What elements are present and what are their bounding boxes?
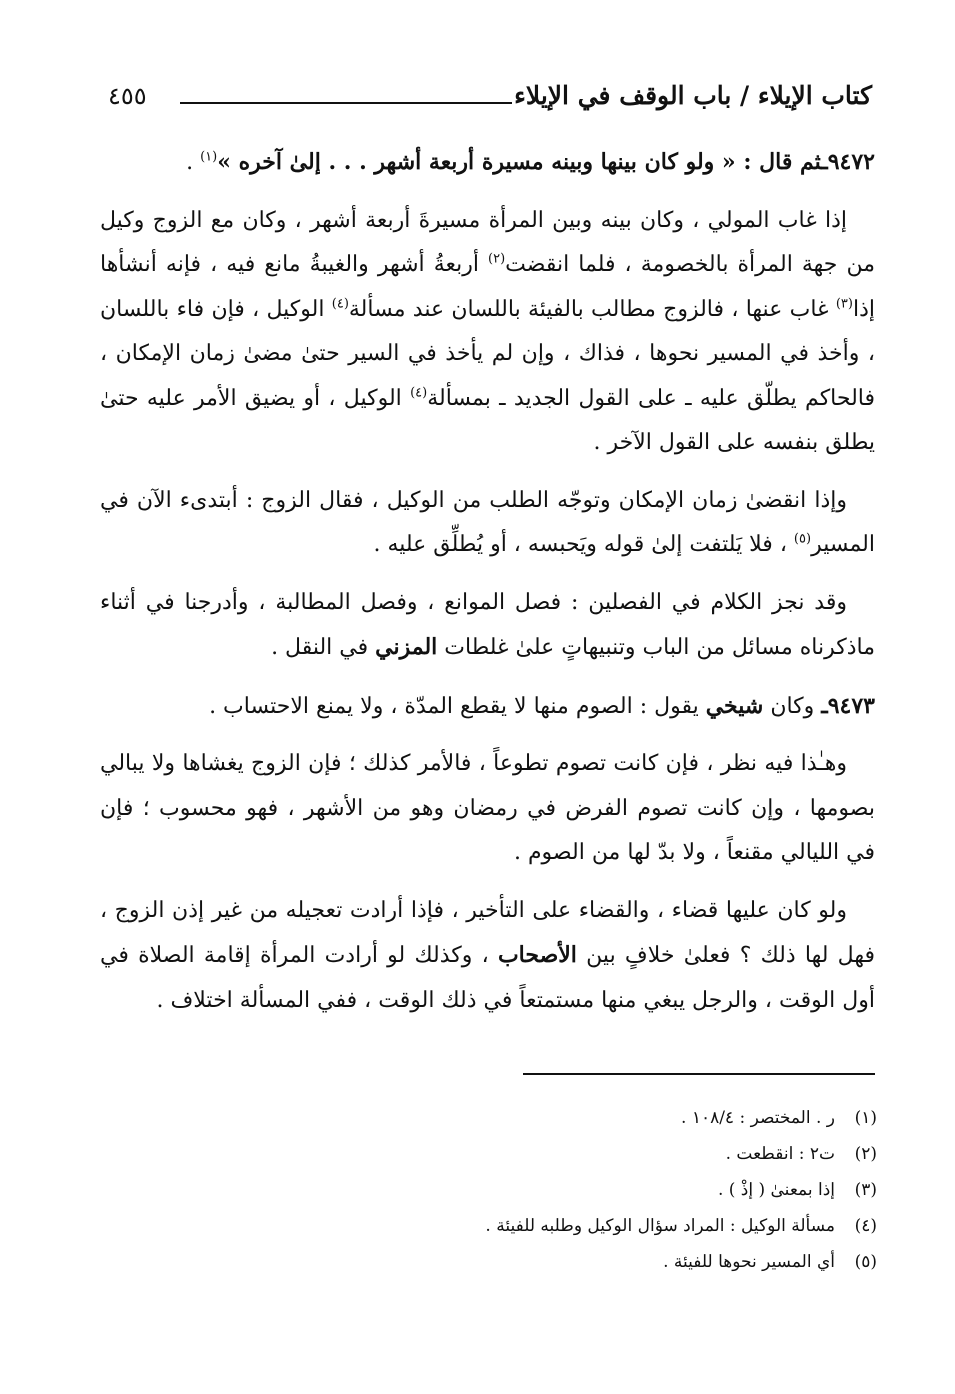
footnotes: [257, 1100, 877, 1280]
quoted-text: « ولو كان بينها وبينه مسيرة أربعة أشهر . . . إلىٰ آخره »: [217, 149, 736, 175]
footnote-text: إذا بمعنىٰ ( إذْ ) .: [717, 1180, 835, 1200]
paragraph-9473: [100, 684, 875, 730]
footnote: [257, 1244, 877, 1280]
paragraph-number: ٩٤٧٢ـ: [821, 149, 875, 175]
footnote: [257, 1208, 877, 1244]
paragraph-text: الوكيل ، أو يضيق الأمر عليه حتىٰ يطلق بنفسه على القول الآخر .: [100, 385, 875, 455]
author-name: شيخي: [705, 692, 764, 719]
paragraph-text: غاب عنها ، فالزوج مطالب بالفيئة باللسان عند مسألة: [348, 296, 836, 322]
page-number: ٤٥٥: [108, 82, 147, 110]
paragraph-text: ، فلا يَلتفت إلىٰ قوله ويَحبسه ، أو يُطلِّق عليه .: [373, 532, 794, 557]
footnote: [257, 1136, 877, 1172]
footnote: [257, 1100, 877, 1136]
footnote-ref: (٣): [835, 296, 853, 312]
paragraph-text: ، وكذلك لو أرادت المرأة إقامة الصلاة في أول الوقت ، والرجل يبغي منها مستمتعاً في ذلك الوقت ، ففي المسألة اختلاف .: [100, 943, 875, 1013]
paragraph: وهـٰذا فيه نظر ، فإن كانت تصوم تطوعاً ، فالأمر كذلك ؛ فإن الزوج يغشاها ولا يبالي بصومها ، وإن كانت تصوم الفرض في رمضان وهو من الأشهر ، فهو محسوب ؛ فإن في الليالي مقنعاً ، ولا بدّ لها من الصوم .: [100, 751, 875, 865]
paragraph-text: يقول : الصوم منها لا يقطع المدّة ، ولا يمنع الاحتساب .: [209, 693, 706, 719]
paragraph-9472: [100, 140, 875, 186]
footnote-ref: (٢): [488, 251, 506, 267]
body-text: [100, 140, 875, 1036]
group-name: الأصحاب: [497, 942, 577, 968]
footnote-number: (٢): [854, 1144, 877, 1164]
header-title: كتاب الإيلاء / باب الوقف في الإيلاء: [514, 81, 872, 110]
paragraph-number: ٩٤٧٣ـ: [821, 692, 875, 719]
footnote-text: أي المسير نحوها للفيئة .: [663, 1252, 835, 1272]
footnote-ref: (٤): [410, 385, 428, 401]
author-name: المزني: [375, 634, 438, 660]
footnote-ref: (٥): [793, 531, 812, 547]
paragraph: [100, 479, 875, 568]
footnote-ref: (١): [200, 149, 218, 165]
paragraph: [100, 889, 875, 1024]
paragraph-text: وكان: [763, 693, 822, 719]
paragraph-text: أربعةُ أشهر والغيبةُ مانع فيه ، فإنه أنشأها إذا: [100, 252, 875, 322]
footnote-number: (٥): [854, 1252, 877, 1272]
paragraph-text: .: [186, 150, 201, 175]
footnote: [257, 1172, 877, 1208]
running-header: [108, 78, 872, 118]
paragraph-text: الوكيل ، فإن فاء باللسان ، وأخذ في المسير نحوها ، فذاك ، وإن لم يأخذ في السير حتىٰ مضىٰ زمان الإمكان ، فالحاكم يطلّق عليه ـ على القول الجديد ـ بمسألة: [100, 296, 875, 411]
footnote-number: (٣): [854, 1180, 877, 1200]
footnote-text: ر . المختصر : ١٠٨/٤ .: [681, 1108, 835, 1128]
paragraph-lead: ثم قال :: [735, 149, 822, 175]
footnote-number: (٤): [854, 1216, 877, 1236]
paragraph: [100, 581, 875, 671]
header-rule: [180, 102, 512, 104]
footnote-ref: (٤): [331, 296, 349, 312]
paragraph-text: إذا غاب المولي ، وكان بينه وبين المرأة مسيرةَ أربعة أشهر ، وكان مع الزوج وكيل من جهة المرأة بالخصومة ، فلما انقضت: [100, 207, 875, 277]
paragraph: [100, 199, 875, 466]
footnote-divider: [523, 1073, 875, 1075]
footnote-text: مسألة الوكيل : المراد سؤال الوكيل وطلبه للفيئة .: [485, 1216, 835, 1236]
paragraph-text: وقد نجز الكلام في الفصلين : فصل الموانع ، وفصل المطالبة ، وأدرجنا في أثناء ماذكرناه مسائل من الباب وتنبيهاتٍ علىٰ غلطات: [100, 589, 875, 660]
paragraph-text: وإذا انقضىٰ زمان الإمكان وتوجّه الطلب من الوكيل ، فقال الزوج : أبتدىء الآن في المسير: [100, 487, 875, 557]
footnote-number: (١): [854, 1108, 877, 1128]
paragraph-text: ولو كان عليها قضاء ، والقضاء على التأخير ، فإذا أرادت تعجيله من غير إذن الزوج ، فهل لها ذلك ؟ فعلىٰ خلافٍ بين: [100, 897, 875, 968]
paragraph-text: في النقل .: [271, 635, 376, 660]
footnote-text: ت٢ : انقطعت .: [725, 1144, 835, 1164]
